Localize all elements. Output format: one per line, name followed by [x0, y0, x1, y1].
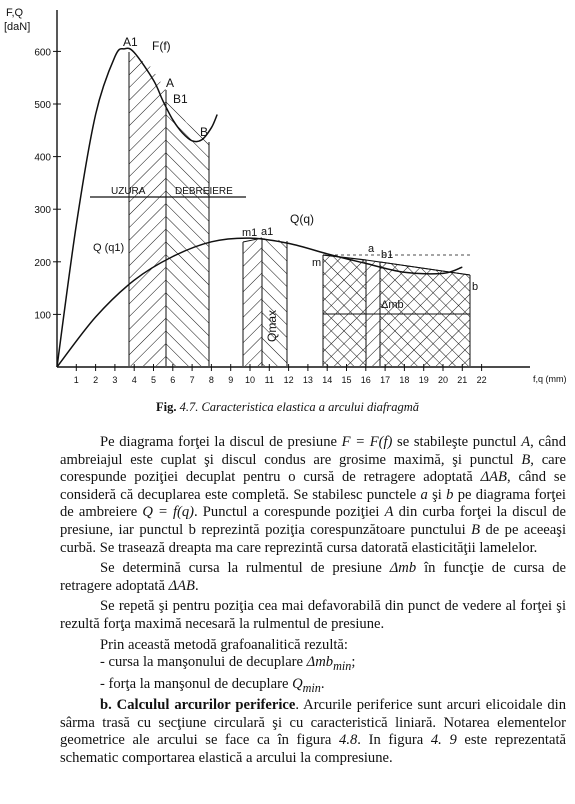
- x-tick-label: 20: [437, 375, 449, 385]
- label-qmax: Qmax: [265, 309, 279, 342]
- x-tick-label: 22: [476, 375, 487, 385]
- label-debreiere: DEBREIERE: [175, 186, 233, 197]
- results-intro: Prin această metodă grafoanalitică rezultă:: [100, 636, 348, 653]
- label-B: B: [200, 125, 209, 139]
- x-tick-label: 11: [264, 375, 274, 385]
- x-tick-label: 16: [360, 375, 371, 385]
- x-tick-label: 18: [399, 375, 410, 385]
- p1-text: Pe diagrama forţei la discul de presiune: [100, 434, 342, 450]
- x-tick-label: 14: [322, 375, 333, 385]
- li1-text: - cursa la manşonului de decuplare: [100, 654, 307, 671]
- p1-delta-AB: ΔAB: [480, 469, 507, 486]
- label-b: b: [472, 281, 479, 293]
- p1-point-A: A: [521, 434, 531, 450]
- li2-subscript: min: [302, 680, 321, 695]
- label-a1: a1: [261, 226, 274, 238]
- label-a: a: [368, 243, 375, 255]
- p5-text: . Arcurile periferice sunt arcuri elicoidale din sârma trasă cu secţiune circulară şi cu caracteristică liniară. Notarea elementelor geometrice ale arcului se face ca în figura: [60, 697, 566, 749]
- y-axis-label-line1: F,Q: [6, 7, 24, 19]
- figure-caption: [0, 400, 575, 415]
- p5-text: este reprezentată schematic comportarea elastică a arcului la compresiune.: [60, 732, 566, 766]
- paragraph-2: [60, 560, 566, 595]
- results-list: [60, 637, 566, 698]
- x-tick-label: 10: [244, 375, 256, 385]
- elastic-characteristic-figure: [0, 0, 575, 400]
- x-tick-label: 5: [150, 375, 157, 385]
- hatch-region-cross-2: [323, 255, 366, 366]
- p1-formula-Q: Q = f(q): [142, 504, 195, 521]
- li2-text: .: [320, 675, 325, 692]
- label-Qq: Q(q): [290, 212, 314, 226]
- label-A1: A1: [123, 35, 138, 49]
- x-tick-label: 15: [341, 375, 352, 385]
- y-tick-label: 400: [34, 152, 51, 164]
- x-tick-label: 17: [380, 375, 391, 385]
- hatch-region-qmax-left: [243, 238, 262, 366]
- x-tick-label: 21: [457, 375, 468, 385]
- figure-ref-4-9: 4. 9: [430, 732, 457, 749]
- result-item-stroke: [60, 654, 566, 676]
- li1-subscript: min: [333, 659, 352, 674]
- section-heading: b. Calculul arcurilor periferice: [100, 697, 296, 714]
- p1-point-a: a: [420, 486, 428, 503]
- label-m1: m1: [242, 227, 258, 239]
- p2-text: în funcţie de cursa de retragere adoptată: [60, 560, 566, 594]
- caption-text: Caracteristica elastica a arcului diafragmă: [201, 400, 420, 414]
- label-b1: b1: [381, 249, 394, 261]
- p1-text: din curba forţei la discul de presiune, iar punctul b reprezintă poziţia corespunzătoare punctului: [60, 504, 567, 538]
- p1-point-b: b: [446, 486, 454, 503]
- p1-text: pe diagrama forţei de ambreiere: [60, 486, 566, 521]
- body-text: [60, 434, 566, 771]
- li1-text: ;: [351, 654, 356, 671]
- p1-text: , care corespunde poziţiei decuplat pentru o cursă de retragere adoptată: [60, 451, 566, 486]
- label-Qq1: Q (q1): [93, 242, 125, 254]
- li2-symbol: Q: [292, 675, 303, 692]
- x-tick-label: 6: [170, 375, 176, 385]
- p1-point-B: B: [521, 451, 531, 468]
- p1-text: de pe aceeaşi curbă. Se trasează dreapta ma care reprezintă cursa datorată elasticităţii lamelelor.: [60, 521, 566, 556]
- x-tick-label: 1: [73, 375, 79, 385]
- y-tick-label: 500: [34, 100, 51, 111]
- y-tick-label: 200: [34, 257, 51, 269]
- p1-text: , când se consideră că decuplarea este completă. Se stabilesc punctele: [60, 469, 566, 503]
- hatch-region-wear: [129, 52, 166, 366]
- p1-point-A: A: [384, 504, 394, 521]
- label-m: m: [312, 257, 322, 269]
- paragraph-1: [60, 434, 566, 557]
- p1-text: se stabileşte punctul: [392, 434, 522, 450]
- x-tick-label: 12: [283, 375, 294, 385]
- p2-delta-AB: ΔAB: [168, 577, 195, 594]
- p2-text: Se determină cursa la rulmentul de presiune: [100, 560, 390, 577]
- x-tick-label: 2: [93, 375, 99, 385]
- x-tick-label: 13: [302, 375, 313, 385]
- x-tick-label: 9: [228, 375, 234, 385]
- label-dmb: Δmb: [381, 299, 404, 311]
- label-Ff: F(f): [152, 39, 171, 53]
- x-tick-label: 4: [131, 375, 137, 385]
- label-B1: B1: [173, 92, 188, 106]
- p1-point-B: B: [471, 521, 480, 538]
- result-item-force: [60, 676, 566, 698]
- p1-formula-F: F = F(f): [341, 434, 393, 450]
- p1-text: , când ambreiajul este cuplat şi discul condus are grosime maximă, şi punctul: [60, 434, 566, 468]
- p1-text: şi: [427, 486, 447, 503]
- figure-ref-4-8: 4.8: [339, 732, 358, 749]
- caption-fig-label: Fig.: [155, 400, 177, 414]
- paragraph-5: [60, 697, 566, 767]
- caption-number: 4.7.: [179, 400, 199, 414]
- p2-text: .: [194, 577, 199, 594]
- x-tick-label: 19: [418, 375, 429, 385]
- li2-text: - forţa la manşonul de decuplare: [100, 675, 293, 692]
- x-tick-label: 7: [189, 375, 195, 385]
- x-axis-label: f,q (mm): [533, 374, 567, 384]
- y-tick-label: 100: [34, 310, 51, 322]
- y-tick-label: 600: [34, 47, 51, 59]
- x-tick-label: 3: [112, 375, 118, 385]
- p2-delta-mb: Δmb: [389, 560, 417, 577]
- hatch-region-qmax-right: [262, 238, 287, 366]
- paragraph-3: Se repetă şi pentru poziţia cea mai defavorabilă din punct de vedere al forţei şi rezultă forţa maximă necesară la rulmentul de presiune.: [60, 598, 566, 632]
- p1-text: . Punctul a corespunde poziţiei: [194, 504, 385, 521]
- p5-text: . In figura: [357, 732, 431, 749]
- y-axis-label-line2: [daN]: [4, 21, 31, 33]
- label-A: A: [166, 76, 175, 90]
- y-tick-label: 300: [34, 205, 51, 217]
- li1-symbol: Δmb: [306, 654, 334, 671]
- label-uzura: UZURA: [111, 186, 146, 197]
- x-tick-label: 8: [208, 375, 214, 385]
